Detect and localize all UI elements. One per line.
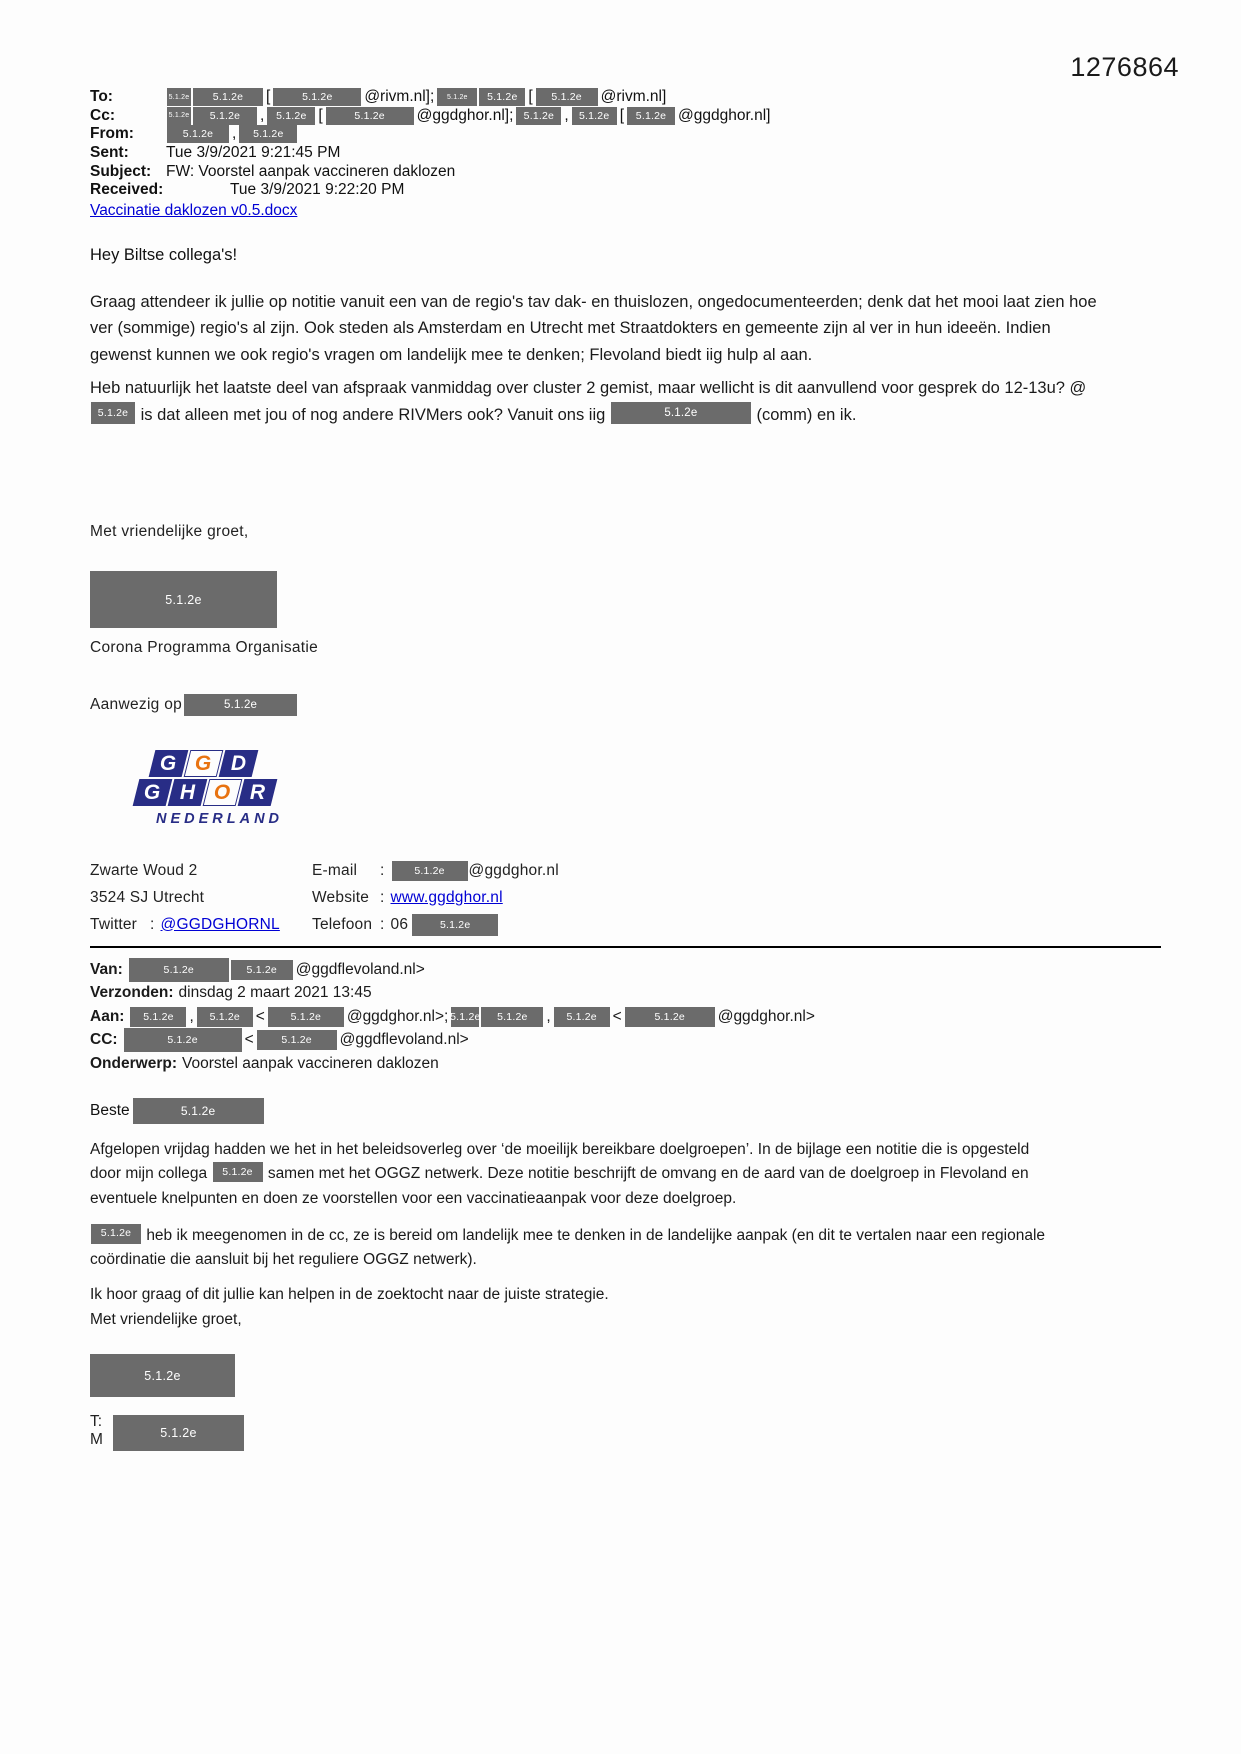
from-label: From: [90,125,134,143]
to-text: [ [266,88,271,106]
aan-text: < [612,1007,622,1025]
redaction-box: 5.1.2e [133,1098,264,1124]
to-text: @rivm.nl]; [364,88,435,106]
cc2-text: < [244,1031,254,1049]
redaction-box: 5.1.2e [193,88,263,106]
cc-text: [ [619,106,624,124]
subject-label: Subject: [90,162,152,180]
redaction-box: 5.1.2e [193,107,257,125]
email-domain: @ggdghor.nl [468,861,559,879]
redaction-box: 5.1.2e [184,694,297,716]
body-paragraph-1: Graag attendeer ik jullie op notitie vanuit een van de regio's tav dak- en thuislozen, ongedocumenteerden; denk dat het mooi laat zien hoe ver (sommige) regio's al zijn. Ook steden als Amsterdam en Utrecht met Straatdokters en gemeente zijn al ver in hun ideeën. Indien gewenst kunnen we ook regio's vragen om landelijk mee te denken; Flevoland biedt iig hulp al aan. [90,292,1097,364]
redaction-box-signature-2: 5.1.2e [90,1354,235,1397]
to-label: To: [90,88,113,106]
redaction-box: 5.1.2e [572,107,617,125]
redaction-box: 5.1.2e [239,125,297,143]
cc-text: @ggdghor.nl] [678,106,771,124]
redaction-box: 5.1.2e [554,1007,610,1027]
contact-row: 3524 SJ Utrecht Website : www.ggdghor.nl [90,888,503,906]
from-text: , [232,125,237,143]
subject-value: FW: Voorstel aanpak vaccineren daklozen [166,162,456,180]
address-line-1: Zwarte Woud 2 [90,861,198,879]
cc-text: , [260,106,265,124]
email-header-row-subject [90,162,1161,181]
onderwerp-value: Voorstel aanpak vaccineren daklozen [181,1054,439,1072]
contact-row: Zwarte Woud 2 E-mail : 5.1.2e @ggdghor.nl [90,861,559,879]
to-text: @rivm.nl] [600,88,667,106]
logo-tile: O [203,779,243,806]
body2-paragraph-1 [90,1138,1050,1212]
logo-country-label: NEDERLAND [156,811,284,828]
logo-tile: G [184,750,224,777]
sig-m-label: M [90,1431,103,1449]
redaction-box: 5.1.2e [197,1007,253,1027]
aan-text: @ggdghor.nl>; [346,1007,449,1025]
onderwerp-label: Onderwerp: [90,1054,177,1072]
sig-t-label: T: [90,1413,103,1431]
attachment-row [90,202,1161,221]
verzonden-value: dinsdag 2 maart 2021 13:45 [178,984,372,1002]
paragraph-text: samen met het OGGZ netwerk. Deze notitie beschrijft de omvang en de aard van de doelgroep in Flevoland en eventuele knelpunten en doen ze voorstellen voor een vaccinatieaanpak voor deze doelgroep. [90,1165,1029,1207]
sent-label: Sent: [90,144,129,162]
redaction-box: 5.1.2e [113,1415,244,1451]
website-link[interactable]: www.ggdghor.nl [390,888,503,906]
redaction-box: 5.1.2e [213,1162,263,1182]
redaction-box: 5.1.2e [627,107,675,125]
contact-row: Twitter : @GGDGHORNL Telefoon : 06 5.1.2e [90,911,1161,938]
greeting: Hey Biltse collega's! [90,245,238,264]
redaction-box: 5.1.2e [479,88,525,106]
redaction-box: 5.1.2e [536,88,598,106]
attachment-link[interactable]: Vaccinatie daklozen v0.5.docx [90,201,298,219]
cc-text: @ggdghor.nl]; [416,106,514,124]
cc-text: , [564,106,569,124]
redaction-box: 5.1.2e [124,1028,242,1052]
aan-text: , [189,1007,194,1025]
paragraph-text: Afgelopen vrijdag hadden we het in het beleidsoverleg over ‘de moeilijk bereikbare doelgroepen’. In de bijlage een notitie die is opgesteld door mijn collega [90,1140,1030,1183]
separator-line [90,946,1161,948]
redaction-box: 5.1.2e [231,960,293,980]
paragraph-text: (comm) en ik. [756,406,857,425]
logo-tile: G [149,750,189,777]
paragraph-text: is dat alleen met jou of nog andere RIVMers ook? Vanuit ons iig [140,406,606,425]
redaction-box: 5.1.2e [392,861,468,881]
email-contact-label: E-mail [312,861,358,879]
redaction-box: 5.1.2e [611,402,751,424]
body2-paragraph-2 [90,1224,1050,1273]
redaction-box: 5.1.2e [167,107,191,125]
logo-tile: G [133,779,173,806]
organisation-line: Corona Programma Organisatie [90,639,319,657]
availability-row [90,694,1161,716]
redaction-box: 5.1.2e [437,88,477,106]
redaction-box: 5.1.2e [273,88,361,106]
aan-text: , [546,1007,551,1025]
redaction-box: 5.1.2e [268,1007,344,1027]
redaction-box: 5.1.2e [267,107,315,125]
ggd-ghor-logo [136,750,306,827]
contact-block [90,857,1161,938]
van-text: @ggdflevoland.nl> [295,960,425,978]
twitter-link[interactable]: @GGDGHORNL [160,915,280,933]
phone-prefix: 06 [390,915,409,933]
email-header-row-sent [90,144,1161,163]
received-label: Received: [90,181,164,199]
redaction-box: 5.1.2e [91,402,135,424]
van-label: Van: [90,960,123,978]
salutation: Beste [90,1101,130,1119]
logo-tile: R [238,779,278,806]
logo-tile: D [219,750,259,777]
body2-paragraph-3: Ik hoor graag of dit jullie kan helpen in de zoektocht naar de juiste strategie. [90,1286,609,1304]
redaction-box: 5.1.2e [412,914,498,936]
received-value: Tue 3/9/2021 9:22:20 PM [230,181,405,199]
twitter-label: Twitter [90,915,138,933]
paragraph-text: heb ik meegenomen in de cc, ze is bereid om landelijk mee te denken in de landelijke aanpak (en dit te vertalen naar een regionale coördinatie die aansluit bij het reguliere OGGZ netwerk). [90,1226,1046,1269]
closing-line: Met vriendelijke groet, [90,523,249,541]
redaction-box-signature: 5.1.2e [90,571,277,628]
to-text: [ [528,88,533,106]
phone-label: Telefoon [312,915,373,933]
body-paragraph-2 [90,375,1100,429]
cc-text: [ [318,106,323,124]
doc-number: 1276864 [1070,52,1179,82]
address-line-2: 3524 SJ Utrecht [90,888,205,906]
redaction-box: 5.1.2e [326,107,414,125]
redaction-box: 5.1.2e [516,107,561,125]
redaction-box: 5.1.2e [257,1030,337,1050]
email-header-row-cc [90,107,1161,126]
redaction-box: 5.1.2e [481,1007,543,1027]
logo-tile: H [168,779,208,806]
aan-text: @ggdghor.nl> [717,1007,815,1025]
redaction-box: 5.1.2e [451,1007,479,1027]
closing-line-2: Met vriendelijke groet, [90,1310,242,1328]
redaction-box: 5.1.2e [167,88,191,106]
salutation-row [90,1098,1161,1124]
verzonden-label: Verzonden: [90,984,174,1002]
redaction-box: 5.1.2e [167,125,229,143]
paragraph-text: Heb natuurlijk het laatste deel van afspraak vanmiddag over cluster 2 gemist, maar wellicht is dit aanvullend voor gesprek do 12-13u? @ [90,379,1087,398]
redaction-box: 5.1.2e [91,1224,141,1244]
availability-label: Aanwezig op [90,696,183,714]
email2-header-row-van [90,958,1161,982]
email2-header-row-verzonden [90,982,1161,1006]
sent-value: Tue 3/9/2021 9:21:45 PM [166,144,341,162]
phone-signature-block [90,1413,1161,1451]
email-header-row-to [90,88,1161,107]
email-header-row-received [90,181,1161,200]
redaction-box: 5.1.2e [625,1007,715,1027]
email2-header-row-aan [90,1005,1161,1029]
redaction-box: 5.1.2e [130,1007,186,1027]
email2-header-row-onderwerp [90,1052,1161,1076]
aan-text: < [255,1007,265,1025]
email2-header-row-cc [90,1029,1161,1053]
cc2-label: CC: [90,1031,118,1049]
redaction-box: 5.1.2e [129,958,229,982]
aan-label: Aan: [90,1007,125,1025]
website-label: Website [312,888,370,906]
email-header-row-from [90,125,1161,144]
cc2-text: @ggdflevoland.nl> [339,1031,469,1049]
cc-label: Cc: [90,106,115,124]
